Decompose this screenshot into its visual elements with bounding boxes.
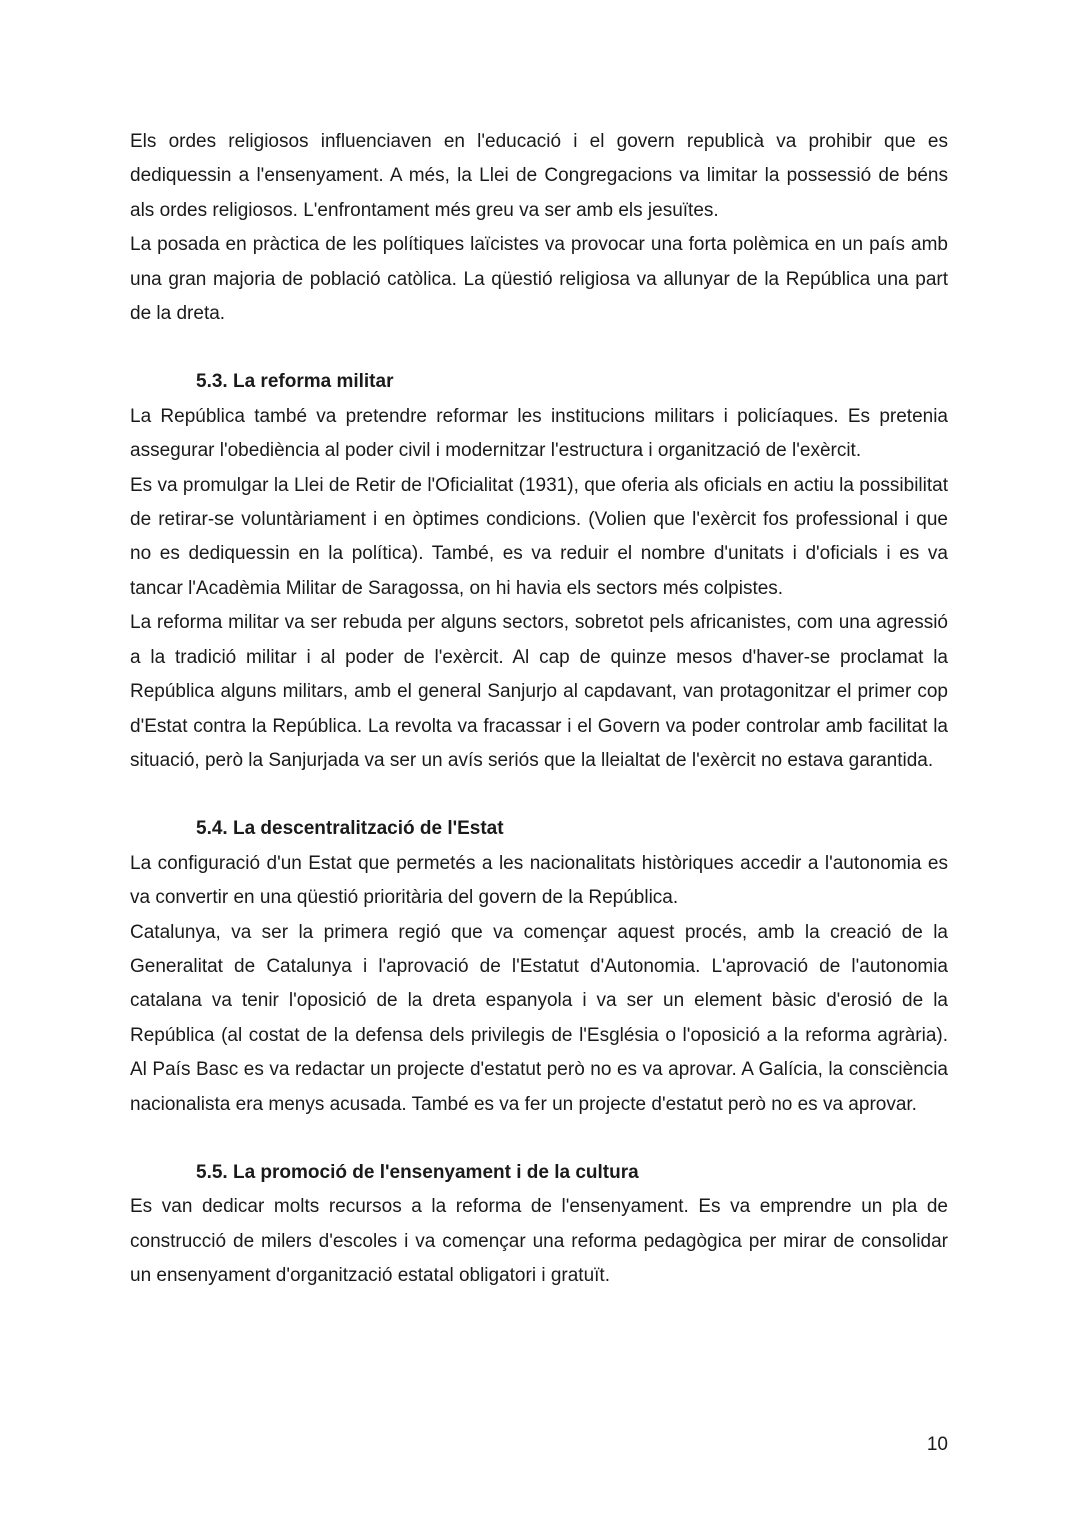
section-decentralization — [130, 812, 948, 1122]
section-heading: 5.3. La reforma militar — [196, 371, 394, 393]
section-military-reform — [130, 365, 948, 778]
body-paragraph: Es va promulgar la Llei de Retir de l'Oficialitat (1931), que oferia als oficials en actiu la possibilitat de retirar-se voluntàriament i en òptimes condicions. (Volien que l'exèrcit fos professional i que no es dediquessin en la política). També, es va reduir el nombre d'unitats i d'oficials i es va tancar l'Acadèmia Militar de Saragossa, on hi havia els sectors més colpistes. — [130, 474, 948, 599]
body-paragraph: Es van dedicar molts recursos a la reforma de l'ensenyament. Es va emprendre un pla de construcció de milers d'escoles i va començar una reforma pedagògica per mirar de consolidar un ensenyament d'organització estatal obligatori i gratuït. — [130, 1196, 948, 1287]
section-education-culture — [130, 1156, 948, 1294]
page-number: 10 — [926, 1434, 948, 1455]
body-paragraph: Els ordes religiosos influenciaven en l'educació i el govern republicà va prohibir que es dediquessin a l'ensenyament. A més, la Llei de Congregacions va limitar la possessió de béns als ordes religiosos. L'enfrontament més greu va ser amb els jesuïtes. — [130, 131, 948, 221]
body-paragraph: La posada en pràctica de les polítiques laïcistes va provocar una forta polèmica en un país amb una gran majoria de població catòlica. La qüestió religiosa va allunyar de la República una part de la dreta. — [130, 234, 948, 325]
body-paragraph: La reforma militar va ser rebuda per alguns sectors, sobretot pels africanistes, com una agressió a la tradició militar i al poder de l'exèrcit. Al cap de quinze mesos d'haver-se proclamat la República alguns militars, amb el general Sanjurjo al capdavant, van protagonitzar el primer cop d'Estat contra la República. La revolta va fracassar i el Govern va poder controlar amb facilitat la situació, però la Sanjurjada va ser un avís seriós que la lleialtat de l'exèrcit no estava garantida. — [130, 612, 948, 771]
body-paragraph: La República també va pretendre reformar les institucions militars i policíaques. Es pretenia assegurar l'obediència al poder civil i modernitzar l'estructura i organització de l'exèrcit. — [130, 405, 948, 462]
body-paragraph: Catalunya, va ser la primera regió que va començar aquest procés, amb la creació de la Generalitat de Catalunya i l'aprovació de l'Estatut d'Autonomia. L'aprovació de l'autonomia catalana va tenir l'oposició de la dreta espanyola i va ser un element bàsic d'erosió de la República (al costat de la defensa dels privilegis de l'Església o l'oposició a la reforma agrària). Al País Basc es va redactar un projecte d'estatut però no es va aprovar. A Galícia, la consciència nacionalista era menys acusada. També es va fer un projecte d'estatut però no es va aprovar. — [130, 921, 948, 1115]
body-paragraph: La configuració d'un Estat que permetés a les nacionalitats històriques accedir a l'autonomia es va convertir en una qüestió prioritària del govern de la República. — [130, 852, 948, 909]
section-heading: 5.5. La promoció de l'ensenyament i de la cultura — [196, 1161, 639, 1183]
document-page — [130, 125, 948, 1294]
section-heading: 5.4. La descentralització de l'Estat — [196, 818, 504, 840]
